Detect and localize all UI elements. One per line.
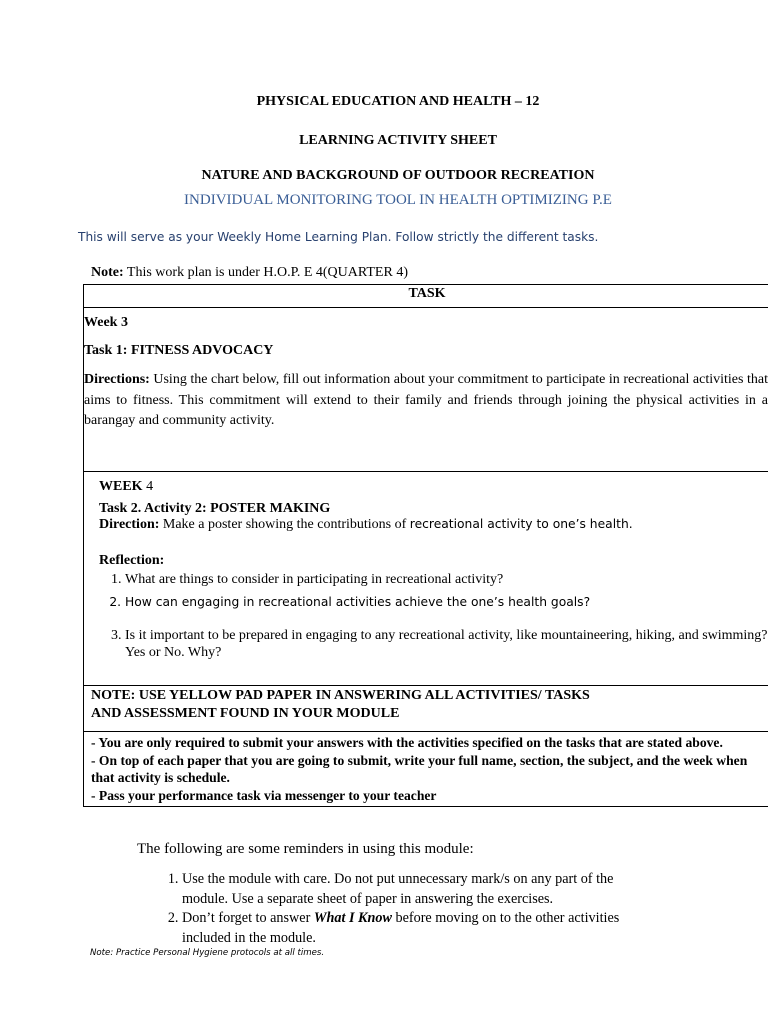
reminder2-post: before moving on to the other activities included in the module. <box>182 910 620 946</box>
reminder-item: 1. Use the module with care. Do not put unnecessary mark/s on any part of the module. Use a separate sheet of paper in answering the exercises. <box>182 870 642 909</box>
week4-label: WEEK <box>99 479 143 494</box>
note-workplan <box>91 265 408 281</box>
week4-title <box>99 479 768 495</box>
reminder-item <box>182 909 642 948</box>
direction-label: Direction: <box>99 517 160 532</box>
intro-text: This will serve as your Weekly Home Learning Plan. Follow strictly the different tasks. <box>78 230 599 244</box>
direction-text-b: recreational activity to one’s health. <box>409 517 633 531</box>
week4-cell <box>84 472 768 686</box>
reminders-title: The following are some reminders in using this module: <box>137 841 474 857</box>
reflection-list <box>99 571 768 661</box>
yellow-pad-note-cell <box>84 686 768 732</box>
requirements-cell <box>84 732 768 807</box>
task-header: TASK <box>84 285 768 308</box>
topic-title: NATURE AND BACKGROUND OF OUTDOOR RECREATION <box>201 168 595 183</box>
reflection-title: Reflection: <box>99 553 165 568</box>
yellow-pad-note-line1: NOTE: USE YELLOW PAD PAPER IN ANSWERING ALL ACTIVITIES/ TASKS <box>91 688 590 703</box>
reminders-list <box>153 870 642 948</box>
subject-title: PHYSICAL EDUCATION AND HEALTH – 12 <box>256 94 540 109</box>
requirement-item: - Pass your performance task via messenger to your teacher <box>91 787 437 803</box>
sheet-title: LEARNING ACTIVITY SHEET <box>299 133 497 148</box>
week3-title: Week 3 <box>84 315 128 330</box>
reflection-item: 2. How can engaging in recreational activities achieve the one’s health goals? <box>125 594 768 611</box>
what-i-know-label: What I Know <box>313 910 392 926</box>
note-text: This work plan is under H.O.P. E 4(QUARTER 4) <box>123 265 408 280</box>
requirement-item: - On top of each paper that you are going to submit, write your full name, section, the subject, and the week when that activity is schedule. <box>91 752 748 785</box>
week4-direction <box>99 517 768 533</box>
week3-directions <box>84 370 768 432</box>
task-table <box>83 284 768 807</box>
yellow-pad-note-line2: AND ASSESSMENT FOUND IN YOUR MODULE <box>91 706 400 721</box>
week3-cell <box>84 308 768 472</box>
direction-text: Make a poster showing the contributions of <box>159 517 410 532</box>
task1-title: Task 1: FITNESS ADVOCACY <box>84 343 274 358</box>
reflection-item: 1. What are things to consider in participating in recreational activity? <box>125 571 768 588</box>
tool-title: INDIVIDUAL MONITORING TOOL IN HEALTH OPTIMIZING P.E <box>184 192 612 208</box>
note-label: Note: <box>91 265 124 280</box>
reflection-item: 3. Is it important to be prepared in engaging to any recreational activity, like mountaineering, hiking, and swimming? Yes or No. Why? <box>125 627 768 661</box>
week4-num: 4 <box>142 479 154 494</box>
reminder2-pre: Don’t forget to answer <box>182 910 314 926</box>
activity2-title: Task 2. Activity 2: POSTER MAKING <box>99 501 331 516</box>
directions-label: Directions: <box>84 372 150 387</box>
requirement-item: - You are only required to submit your answers with the activities specified on the tasks that are stated above. <box>91 735 723 750</box>
footer-note: Note: Practice Personal Hygiene protocols at all times. <box>90 948 325 958</box>
directions-text: Using the chart below, fill out information about your commitment to participate in recreational activities that aims to fitness. This commitment will extend to their family and friends through joining the physical activities in a barangay and community activity. <box>84 372 768 428</box>
